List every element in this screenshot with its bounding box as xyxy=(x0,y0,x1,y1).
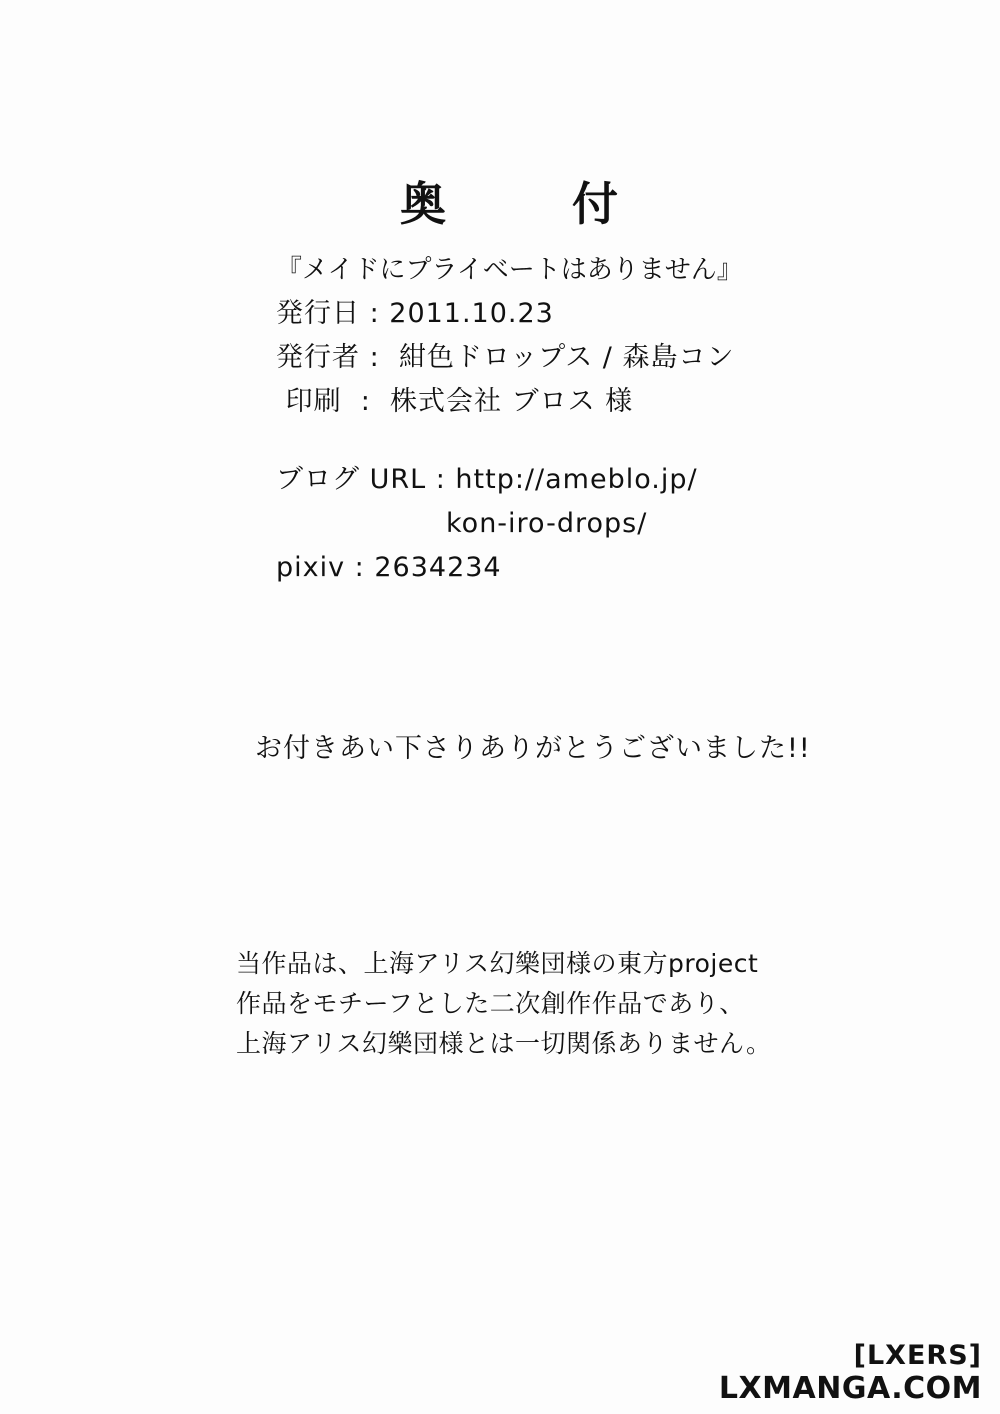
printer-line: 印刷 : 株式会社 ブロス 様 xyxy=(276,386,634,417)
blog-url-line-continued: kon-iro-drops/ xyxy=(446,508,648,539)
publication-date-line: 発行日 : 2011.10.23 xyxy=(276,298,554,329)
publisher-line: 発行者 : 紺色ドロップス / 森島コン xyxy=(276,342,735,373)
disclaimer-block xyxy=(236,944,876,1064)
thanks-message: お付きあい下さりありがとうございました!! xyxy=(255,733,811,764)
disclaimer-line-2: 作品をモチーフとした二次創作作品であり、 xyxy=(236,989,745,1018)
watermark xyxy=(719,1340,982,1406)
blog-url-line: ブログ URL : http://ameblo.jp/ xyxy=(276,464,698,495)
colophon-info-block xyxy=(276,248,896,590)
watermark-site-url: LXMANGA.COM xyxy=(718,1371,982,1406)
work-title: 『メイドにプライベートはありません』 xyxy=(276,255,743,285)
disclaimer-line-1: 当作品は、上海アリス幻樂団様の東方project xyxy=(236,949,759,978)
watermark-group-tag: [LXERS] xyxy=(853,1340,982,1371)
page-title: 奥 付 xyxy=(400,177,658,231)
pixiv-id-line: pixiv : 2634234 xyxy=(276,552,502,583)
spacer xyxy=(276,424,896,458)
disclaimer-line-3: 上海アリス幻樂団様とは一切関係ありません。 xyxy=(236,1029,772,1058)
